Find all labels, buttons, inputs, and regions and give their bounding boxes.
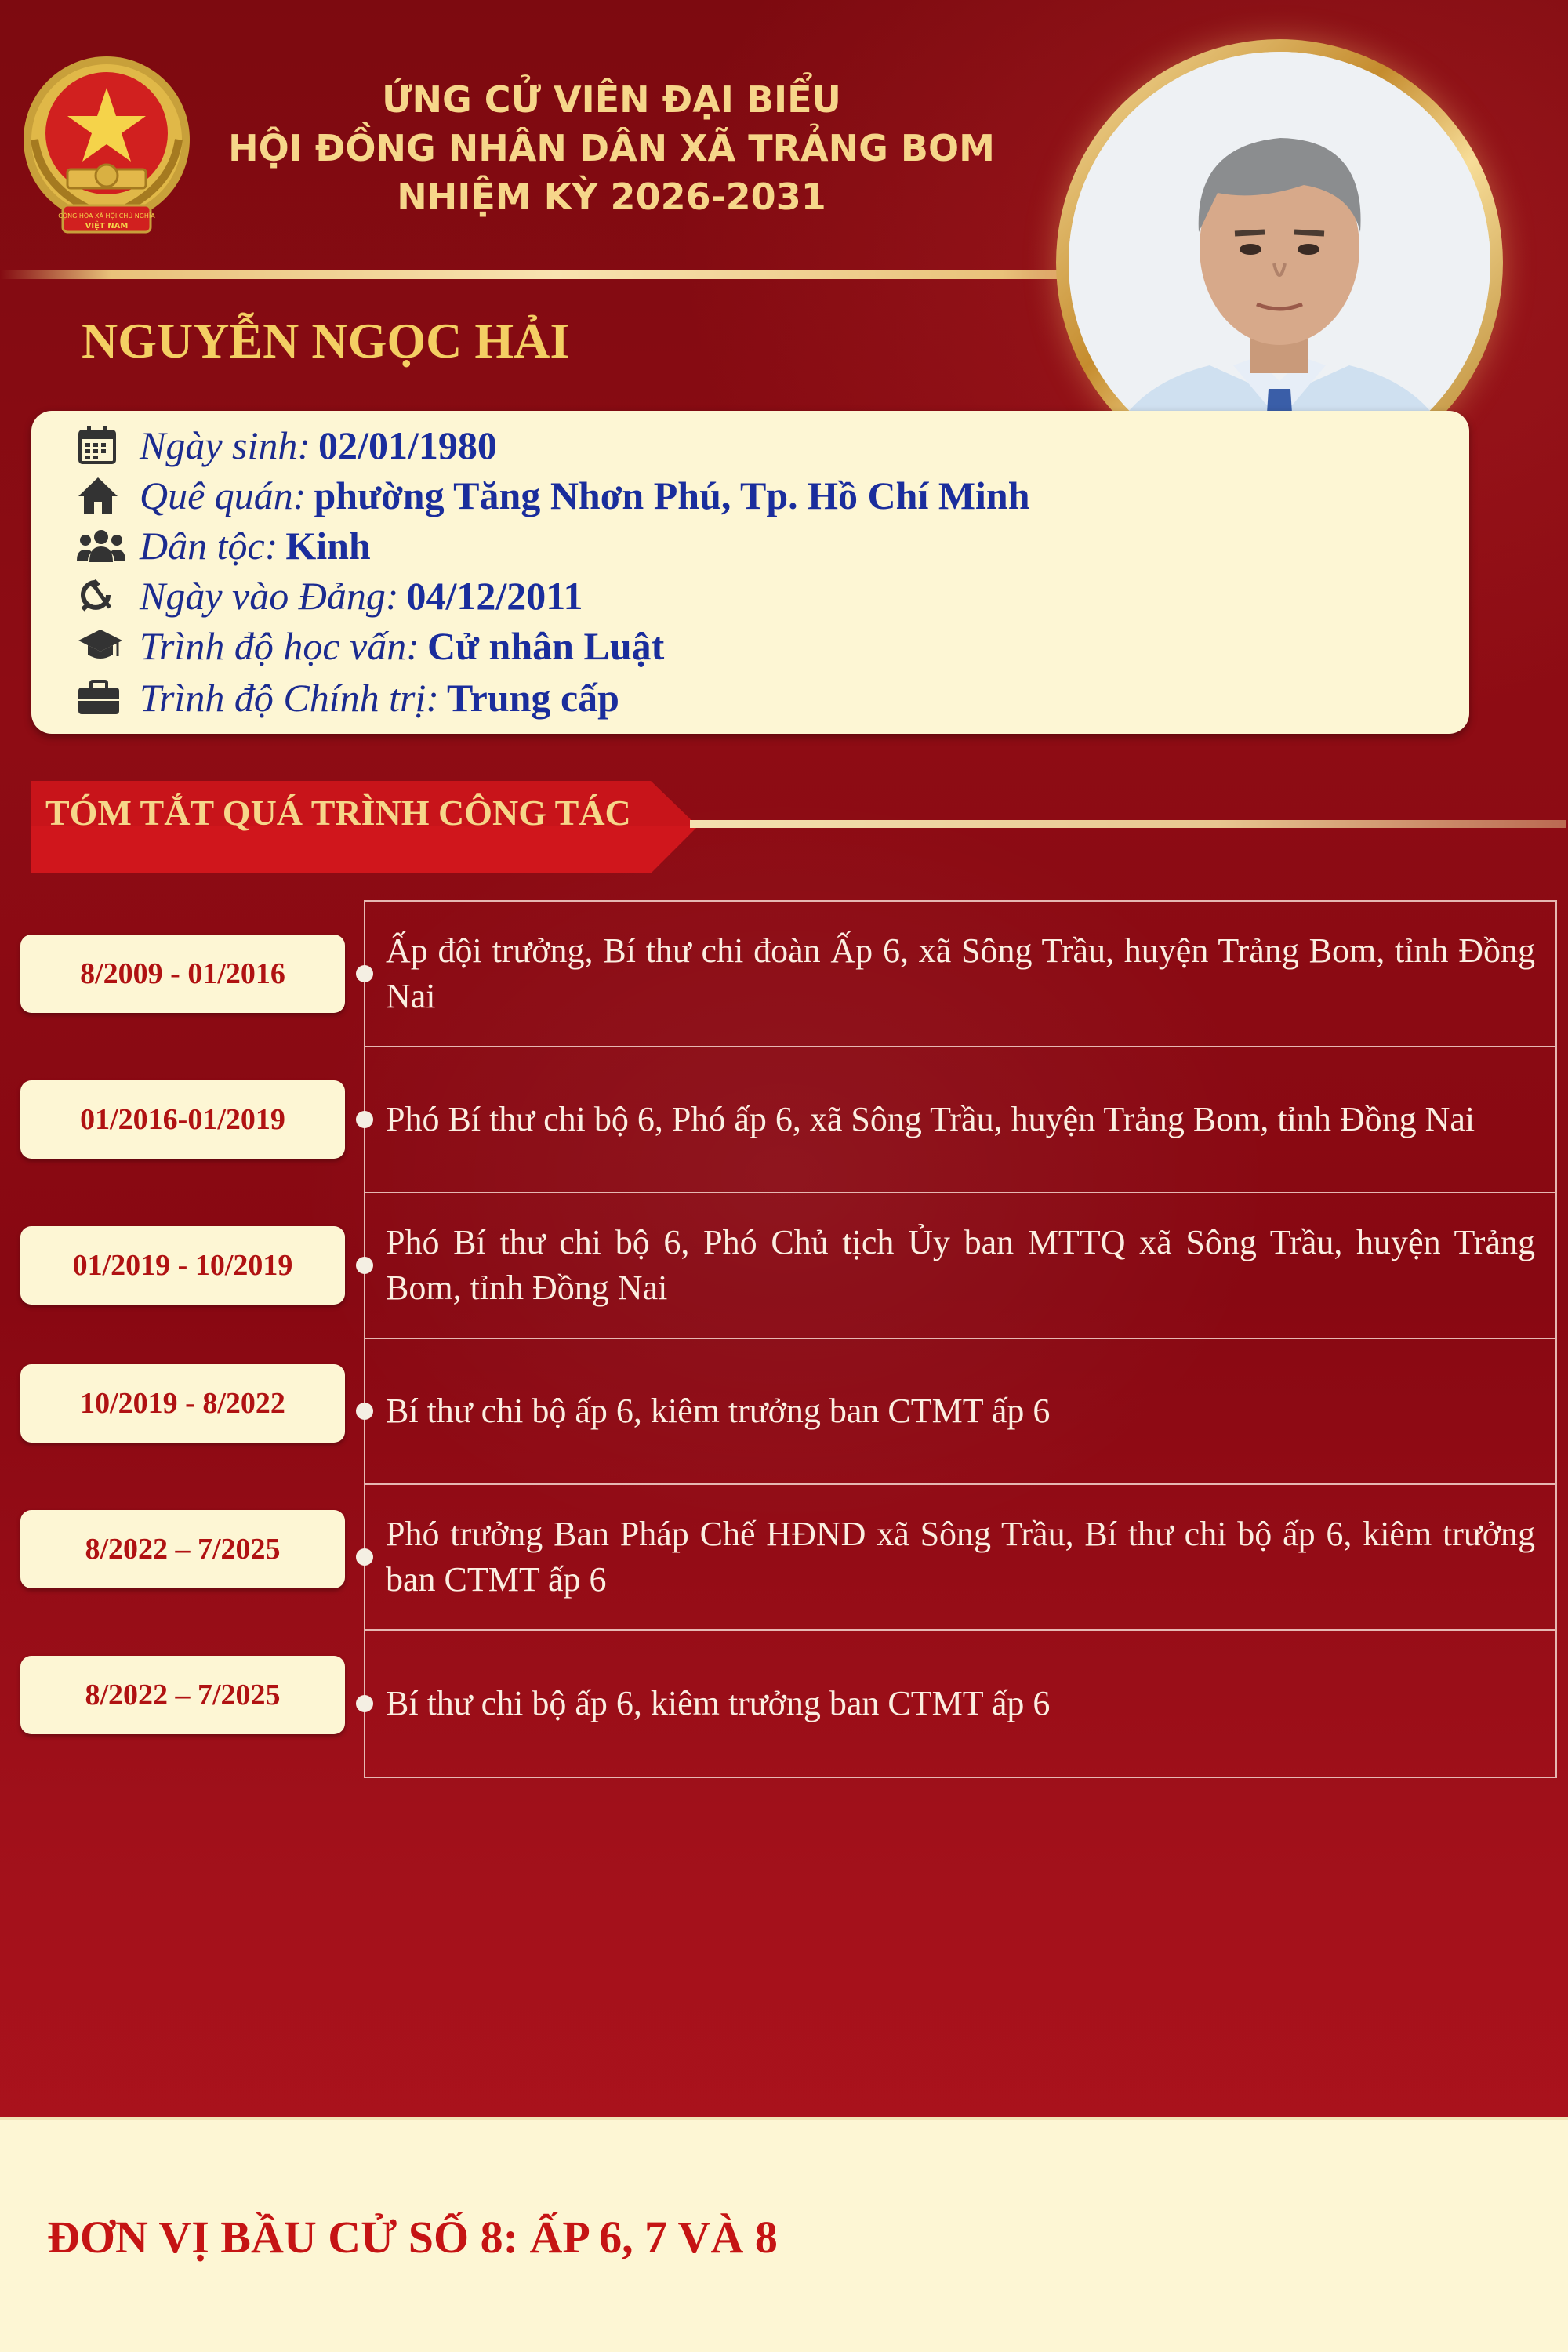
- info-value: phường Tăng Nhơn Phú, Tp. Hồ Chí Minh: [314, 474, 1030, 517]
- graduation-cap-icon: [77, 622, 140, 670]
- info-row-education: [77, 622, 664, 670]
- house-icon: [77, 472, 140, 519]
- info-label: Trình độ học vấn:: [140, 624, 419, 668]
- section-title: TÓM TẮT QUÁ TRÌNH CÔNG TÁC: [45, 793, 631, 833]
- header-divider: [0, 270, 1113, 279]
- period-badge: 01/2019 - 10/2019: [20, 1226, 345, 1305]
- period-badge: 01/2016-01/2019: [20, 1080, 345, 1159]
- constituency-label: ĐƠN VỊ BẦU CỬ SỐ 8: ẤP 6, 7 VÀ 8: [47, 2212, 778, 2263]
- period-badge: 8/2009 - 01/2016: [20, 935, 345, 1013]
- info-row-politics: [77, 674, 619, 721]
- info-row-ethnicity: [77, 522, 371, 569]
- info-row-party-date: [77, 572, 583, 619]
- info-label: Ngày vào Đảng:: [140, 574, 399, 618]
- info-value: Kinh: [285, 524, 371, 568]
- header-line-2: HỘI ĐỒNG NHÂN DÂN XÃ TRẢNG BOM: [228, 127, 995, 169]
- info-value: 02/01/1980: [318, 423, 497, 467]
- timeline-dot: [356, 1111, 373, 1128]
- calendar-icon: [77, 422, 140, 469]
- section-divider: [690, 820, 1566, 828]
- timeline-row: [365, 1339, 1555, 1485]
- people-icon: [77, 522, 140, 569]
- period-badge: 10/2019 - 8/2022: [20, 1364, 345, 1443]
- timeline-description: Bí thư chi bộ ấp 6, kiêm trưởng ban CTMT ấp 6: [386, 1392, 1051, 1430]
- hammer-sickle-icon: [77, 572, 140, 619]
- info-label: Ngày sinh:: [140, 423, 311, 467]
- briefcase-icon: [77, 674, 140, 721]
- header-line-3: NHIỆM KỲ 2026-2031: [397, 176, 826, 218]
- info-label: Dân tộc:: [140, 524, 278, 568]
- emblem-text-bottom: VIỆT NAM: [85, 222, 129, 230]
- timeline-row: [365, 1631, 1555, 1777]
- timeline-dot: [356, 1548, 373, 1566]
- timeline-description: Ấp đội trưởng, Bí thư chi đoàn Ấp 6, xã Sông Trầu, huyện Trảng Bom, tỉnh Đồng Nai: [386, 931, 1535, 1015]
- timeline-description: Phó Bí thư chi bộ 6, Phó Chủ tịch Ủy ban MTTQ xã Sông Trầu, huyện Trảng Bom, tỉnh Đồng Nai: [386, 1223, 1535, 1307]
- emblem-text-top: CỘNG HÒA XÃ HỘI CHỦ NGHĨA: [58, 212, 155, 220]
- header-line-1: ỨNG CỬ VIÊN ĐẠI BIỂU: [382, 78, 841, 121]
- candidate-name: NGUYỄN NGỌC HẢI: [82, 313, 570, 368]
- page-header: [220, 75, 1004, 221]
- timeline-dot: [356, 965, 373, 982]
- period-badge: 8/2022 – 7/2025: [20, 1510, 345, 1588]
- timeline-dot: [356, 1695, 373, 1712]
- timeline-description: Phó trưởng Ban Pháp Chế HĐND xã Sông Trầu, Bí thư chi bộ ấp 6, kiêm trưởng ban CTMT ấp 6: [386, 1515, 1535, 1599]
- info-value: 04/12/2011: [406, 574, 583, 618]
- timeline-row: [365, 1047, 1555, 1193]
- info-value: Cử nhân Luật: [426, 624, 665, 668]
- info-row-hometown: [77, 472, 1030, 519]
- info-label: Trình độ Chính trị:: [140, 676, 440, 720]
- timeline-row: [365, 902, 1555, 1047]
- timeline-dot: [356, 1403, 373, 1420]
- timeline-row: [365, 1485, 1555, 1631]
- info-label: Quê quán:: [140, 474, 307, 517]
- timeline-description: Phó Bí thư chi bộ 6, Phó ấp 6, xã Sông Trầu, huyện Trảng Bom, tỉnh Đồng Nai: [386, 1100, 1475, 1138]
- timeline-row: [365, 1193, 1555, 1339]
- national-emblem-icon: [19, 52, 194, 238]
- timeline-dot: [356, 1257, 373, 1274]
- info-row-birthdate: [77, 422, 497, 469]
- career-timeline: [364, 900, 1557, 1778]
- personal-info-card: [31, 411, 1469, 734]
- timeline-description: Bí thư chi bộ ấp 6, kiêm trưởng ban CTMT ấp 6: [386, 1684, 1051, 1722]
- info-value: Trung cấp: [447, 676, 619, 720]
- period-badge: 8/2022 – 7/2025: [20, 1656, 345, 1734]
